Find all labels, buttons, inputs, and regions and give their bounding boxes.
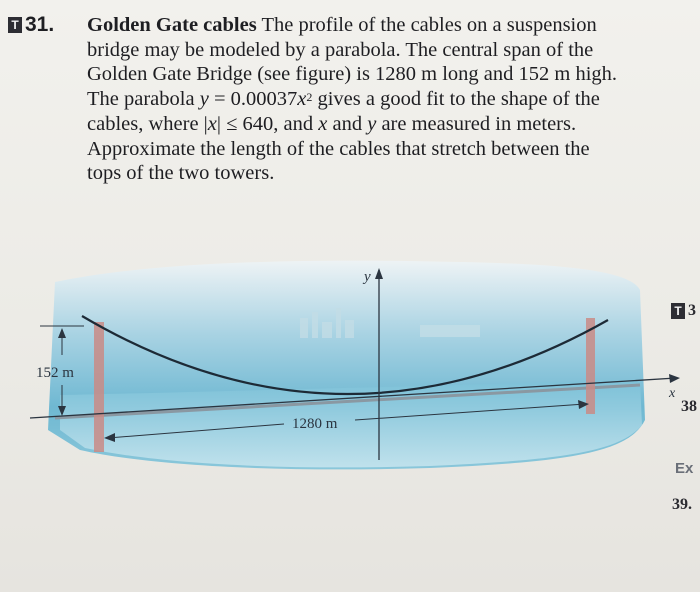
exponent: 2 bbox=[306, 90, 313, 105]
var-y: y bbox=[367, 112, 377, 135]
x-axis-arrow bbox=[669, 374, 680, 383]
text-segment: cables, where | bbox=[87, 112, 208, 135]
y-axis-label: y bbox=[364, 269, 371, 285]
technology-badge: T bbox=[671, 303, 685, 319]
problem-line-6: Approximate the length of the cables that stretch between the bbox=[87, 137, 590, 160]
var-x: x bbox=[297, 88, 307, 111]
var-y: y bbox=[199, 88, 209, 111]
problem-line-7: tops of the two towers. bbox=[87, 162, 275, 185]
left-tower bbox=[94, 322, 104, 452]
text-segment: are measured in meters. bbox=[376, 112, 577, 135]
example-heading-fragment: Ex bbox=[675, 460, 694, 477]
problem-title: Golden Gate cables bbox=[87, 14, 257, 36]
next-problem-number: 3 bbox=[688, 302, 696, 319]
text-segment: gives a good fit to the shape of the bbox=[312, 88, 600, 111]
text-segment: | ≤ 640, and bbox=[216, 112, 319, 135]
problem-number: 31. bbox=[25, 13, 55, 36]
text-segment: and bbox=[327, 112, 368, 135]
text-segment: = 0.00037 bbox=[208, 88, 298, 111]
height-label: 152 m bbox=[36, 365, 74, 381]
var-x: x bbox=[318, 112, 328, 135]
technology-badge: T bbox=[8, 17, 22, 33]
var-x: x bbox=[207, 112, 217, 135]
problem-line-3: Golden Gate Bridge (see figure) is 1280 m long and 152 m high. bbox=[87, 63, 618, 86]
problem-line-2: bridge may be modeled by a parabola. The central span of the bbox=[87, 38, 594, 61]
problem-number-fragment: 39. bbox=[672, 496, 692, 513]
span-label: 1280 m bbox=[292, 416, 338, 432]
text-segment: The profile of the cables on a suspension bbox=[256, 14, 597, 36]
problem-number-fragment: 38 bbox=[681, 398, 697, 415]
x-axis-label: x bbox=[669, 386, 676, 401]
text-segment: The parabola bbox=[87, 88, 200, 111]
